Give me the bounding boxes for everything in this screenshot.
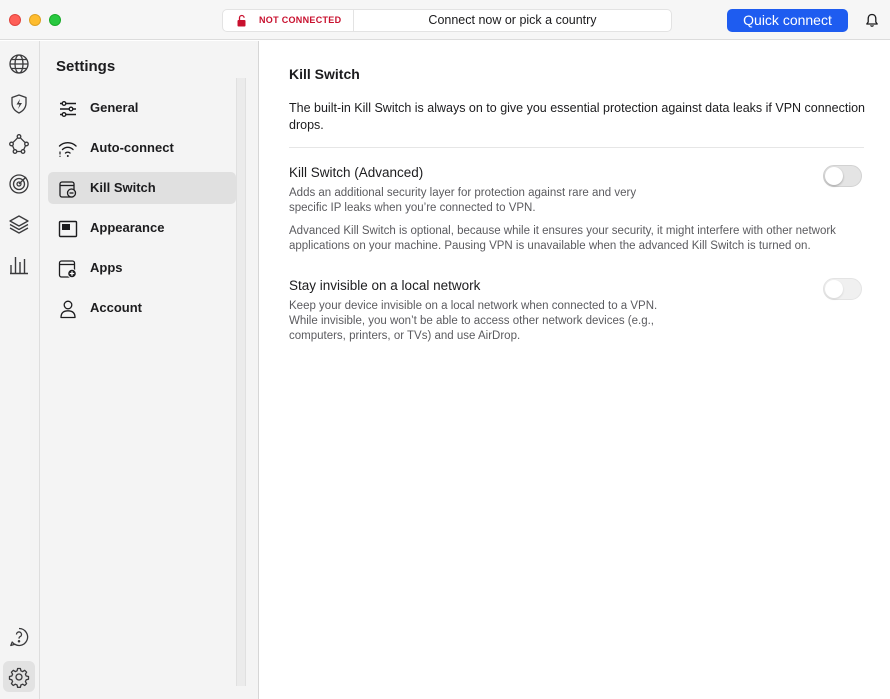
kill-switch-advanced-title: Kill Switch (Advanced) <box>289 165 424 180</box>
unlocked-icon <box>236 14 248 27</box>
gear-icon[interactable] <box>8 666 30 688</box>
kill-switch-advanced-note: Advanced Kill Switch is optional, because while it ensures your security, it might interfere with other network applications on your machine. Pausing VPN is unavailable when the advanced Kill Switch is turned on. <box>289 225 836 252</box>
globe-icon[interactable] <box>8 53 30 75</box>
section-divider <box>289 147 864 148</box>
sidebar-title: Settings <box>56 58 116 75</box>
connection-status <box>223 10 354 31</box>
sidebar-item-general[interactable] <box>48 92 236 124</box>
page-title: Kill Switch <box>289 66 360 82</box>
quick-connect-button[interactable]: Quick connect <box>727 9 848 32</box>
bell-icon[interactable] <box>865 13 879 28</box>
target-icon[interactable] <box>8 173 30 195</box>
icon-rail <box>0 41 40 699</box>
account-icon <box>58 299 78 319</box>
sidebar-item-label: Account <box>90 300 142 315</box>
sidebar-item-auto-connect[interactable] <box>48 132 236 164</box>
zoom-window-button[interactable] <box>49 14 61 26</box>
stay-invisible-toggle[interactable] <box>823 278 862 300</box>
intro-text: The built-in Kill Switch is always on to give you essential protection against data leaks if VPN connection drops. <box>289 101 865 132</box>
kill-switch-advanced-toggle[interactable] <box>823 165 862 187</box>
minimize-window-button[interactable] <box>29 14 41 26</box>
toggle-knob <box>825 167 843 185</box>
status-label: NOT CONNECTED <box>259 15 342 25</box>
sidebar-item-label: General <box>90 100 139 115</box>
sidebar-item-apps[interactable] <box>48 252 236 284</box>
kill-switch-icon <box>58 179 78 199</box>
sidebar-item-appearance[interactable] <box>48 212 236 244</box>
sidebar-scrollbar[interactable] <box>236 78 246 686</box>
wifi-icon <box>58 139 78 159</box>
connection-status-bar <box>222 9 672 32</box>
kill-switch-advanced-description: Adds an additional security layer for protection against rare and very specific IP leaks when you’re connected to VPN. <box>289 187 637 214</box>
sidebar-item-label: Apps <box>90 260 123 275</box>
appearance-icon <box>58 219 78 239</box>
toggle-knob <box>825 280 843 298</box>
sidebar-item-label: Appearance <box>90 220 165 235</box>
title-bar <box>0 0 890 40</box>
help-icon[interactable] <box>8 626 30 648</box>
sidebar-item-kill-switch[interactable] <box>48 172 236 204</box>
settings-sidebar <box>40 41 259 699</box>
close-window-button[interactable] <box>9 14 21 26</box>
stay-invisible-description: Keep your device invisible on a local network when connected to a VPN. While invisible, you won’t be able to access other network devices (e.g., computers, printers, or TVs) and use AirDrop. <box>289 300 658 342</box>
sidebar-item-account[interactable] <box>48 292 236 324</box>
connect-prompt[interactable]: Connect now or pick a country <box>428 13 597 27</box>
apps-icon <box>58 259 78 279</box>
sidebar-item-label: Kill Switch <box>90 180 156 195</box>
meshnet-icon[interactable] <box>8 133 30 155</box>
shield-bolt-icon[interactable] <box>8 93 30 115</box>
stay-invisible-title: Stay invisible on a local network <box>289 278 481 293</box>
layers-icon[interactable] <box>8 213 30 235</box>
stats-icon[interactable] <box>8 253 30 275</box>
sliders-icon <box>58 99 78 119</box>
main-content <box>260 41 890 699</box>
sidebar-item-label: Auto-connect <box>90 140 174 155</box>
